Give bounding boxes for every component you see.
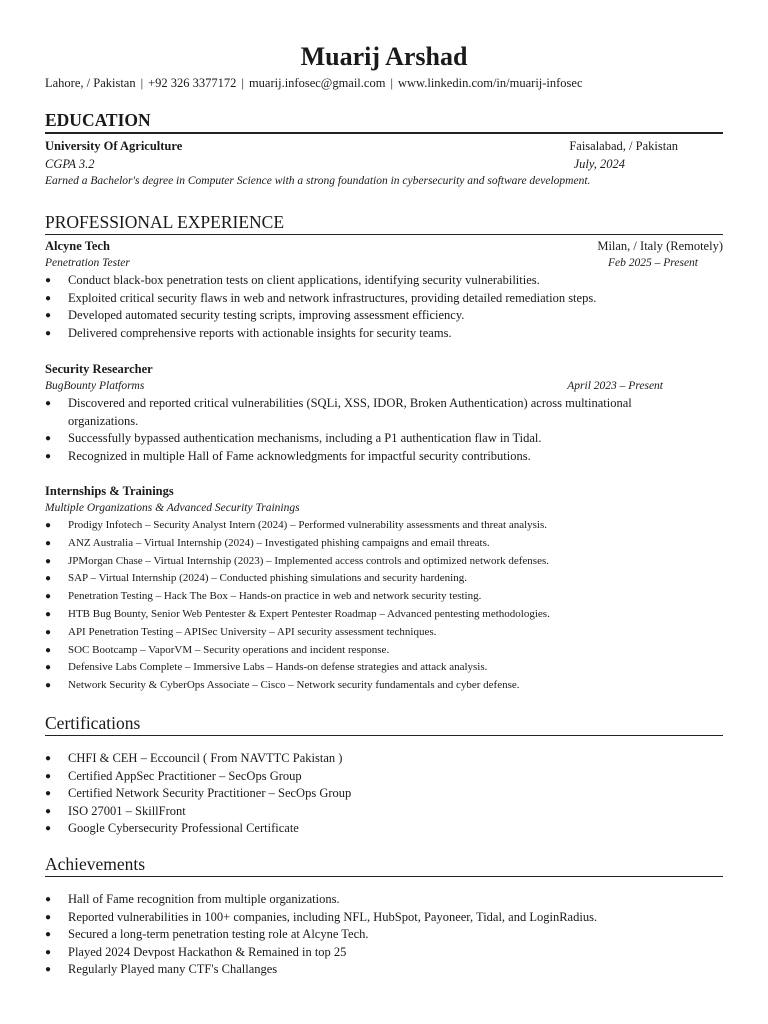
list-item: ● Prodigy Infotech – Security Analyst Intern (2024) – Performed vulnerability assessments and threat analysis. <box>45 517 723 535</box>
job-company: Internships & Trainings <box>45 484 174 498</box>
achievements-list <box>45 891 723 979</box>
certifications-heading: Certifications <box>45 713 723 736</box>
list-item: ● Google Cybersecurity Professional Certificate <box>45 820 723 838</box>
list-item: ● Discovered and reported critical vulnerabilities (SQLi, XSS, IDOR, Broken Authentication) across multinational organizations. <box>45 395 723 430</box>
contact-email-link[interactable]: muarij.infosec@gmail.com <box>248 76 386 90</box>
list-item: ● API Penetration Testing – APISec University – API security assessment techniques. <box>45 624 723 642</box>
achievements-list-block <box>45 891 723 979</box>
experience-heading: PROFESSIONAL EXPERIENCE <box>45 212 723 235</box>
list-item: ● Recognized in multiple Hall of Fame acknowledgments for impactful security contributions. <box>45 448 723 466</box>
job-bullet-list <box>45 272 723 342</box>
list-item: ● SOC Bootcamp – VaporVM – Security operations and incident response. <box>45 642 723 660</box>
contact-linkedin-link[interactable]: www.linkedin.com/in/muarij-infosec <box>397 76 583 90</box>
list-item: ● Penetration Testing – Hack The Box – Hands-on practice in web and network security testing. <box>45 588 723 606</box>
list-item: ● Exploited critical security flaws in web and network infrastructures, providing detailed remediation steps. <box>45 290 723 308</box>
education-cgpa: CGPA 3.2 <box>45 157 95 171</box>
job-company: Security Researcher <box>45 362 153 376</box>
list-item: ● SAP – Virtual Internship (2024) – Conducted phishing simulations and security hardening. <box>45 570 723 588</box>
list-item: ● Developed automated security testing scripts, improving assessment efficiency. <box>45 307 723 325</box>
list-item: ● CHFI & CEH – Eccouncil ( From NAVTTC Pakistan ) <box>45 750 723 768</box>
job-company: Alcyne Tech <box>45 239 110 253</box>
list-item: ● Reported vulnerabilities in 100+ companies, including NFL, HubSpot, Payoneer, Tidal, and LoginRadius. <box>45 909 723 927</box>
contact-line <box>45 76 583 91</box>
list-item: ● Certified Network Security Practitioner – SecOps Group <box>45 785 723 803</box>
list-item: ● Certified AppSec Practitioner – SecOps Group <box>45 768 723 786</box>
list-item: ● Played 2024 Devpost Hackathon & Remained in top 25 <box>45 944 723 962</box>
education-date: July, 2024 <box>573 157 625 171</box>
list-item: ● Regularly Played many CTF's Challanges <box>45 961 723 979</box>
job-date: Feb 2025 – Present <box>608 257 698 269</box>
job-entry <box>45 360 723 465</box>
list-item: ● Delivered comprehensive reports with actionable insights for security teams. <box>45 325 723 343</box>
job-role: Multiple Organizations & Advanced Security Trainings <box>45 502 300 514</box>
list-item: ● JPMorgan Chase – Virtual Internship (2023) – Implemented access controls and optimized network defenses. <box>45 553 723 571</box>
job-role: Penetration Tester <box>45 257 130 269</box>
candidate-name: Muarij Arshad <box>300 42 468 71</box>
job-bullet-list <box>45 395 723 465</box>
list-item: ● ANZ Australia – Virtual Internship (2024) – Investigated phishing campaigns and email threats. <box>45 535 723 553</box>
education-location: Faisalabad, / Pakistan <box>569 139 678 153</box>
contact-separator: | <box>140 76 144 90</box>
list-item: ● Conduct black-box penetration tests on client applications, identifying security vulnerabilities. <box>45 272 723 290</box>
achievements-heading: Achievements <box>45 854 723 877</box>
list-item: ● ISO 27001 – SkillFront <box>45 803 723 821</box>
list-item: ● Defensive Labs Complete – Immersive Labs – Hands-on defense strategies and attack analysis. <box>45 659 723 677</box>
contact-separator: | <box>390 76 393 90</box>
education-description: Earned a Bachelor's degree in Computer Science with a strong foundation in cybersecurity and software development. <box>45 175 591 187</box>
job-date: April 2023 – Present <box>567 380 663 392</box>
certifications-list-block <box>45 750 723 838</box>
contact-phone: +92 326 3377172 <box>148 76 237 90</box>
list-item: ● HTB Bug Bounty, Senior Web Pentester & Expert Pentester Roadmap – Advanced pentesting methodologies. <box>45 606 723 624</box>
job-entry <box>45 237 723 342</box>
list-item: ● Successfully bypassed authentication mechanisms, including a P1 authentication flaw in Tidal. <box>45 430 723 448</box>
list-item: ● Secured a long-term penetration testing role at Alcyne Tech. <box>45 926 723 944</box>
job-entry <box>45 482 723 695</box>
education-school: University Of Agriculture <box>45 139 183 153</box>
list-item: ● Network Security & CyberOps Associate – Cisco – Network security fundamentals and cyber defense. <box>45 677 723 695</box>
contact-separator: | <box>241 76 244 90</box>
education-heading: EDUCATION <box>45 110 723 134</box>
certifications-list <box>45 750 723 838</box>
job-bullet-list <box>45 517 723 695</box>
job-role: BugBounty Platforms <box>45 380 145 392</box>
education-entry <box>45 137 723 190</box>
contact-location: Lahore, / Pakistan <box>45 76 136 90</box>
job-location: Milan, / Italy (Remotely) <box>597 239 723 253</box>
list-item: ● Hall of Fame recognition from multiple organizations. <box>45 891 723 909</box>
